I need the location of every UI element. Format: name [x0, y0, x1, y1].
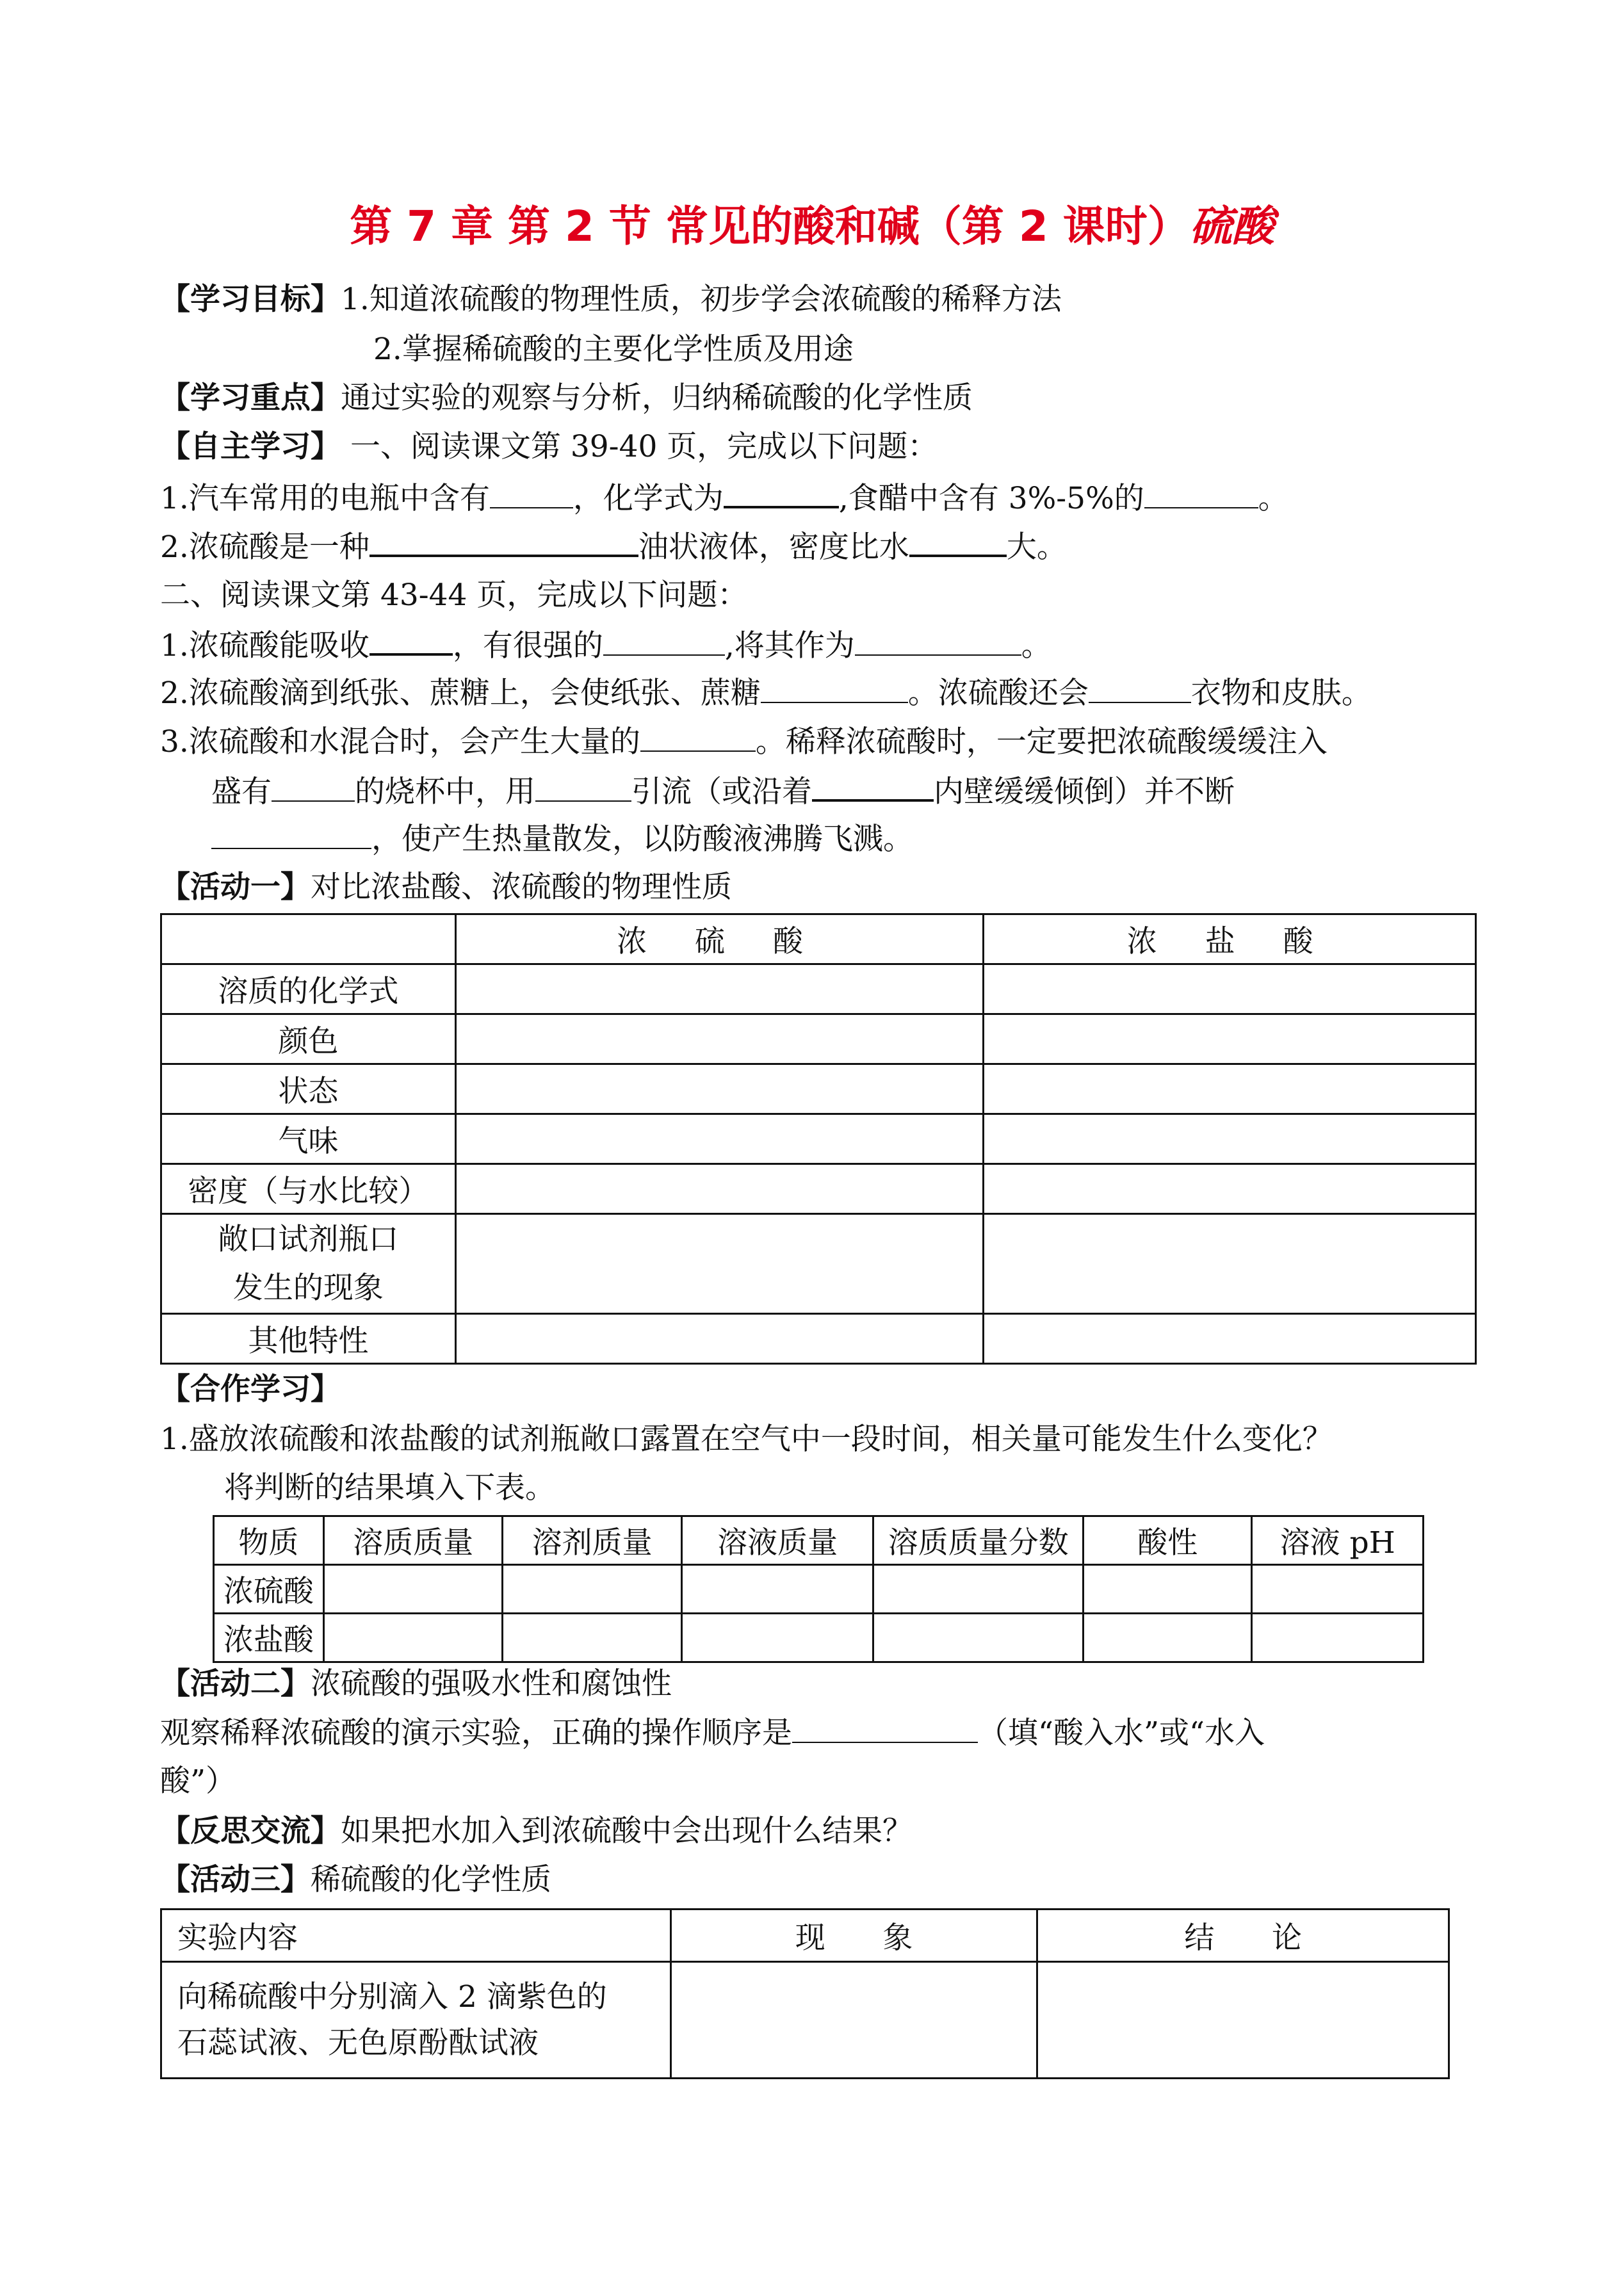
- answer-cell[interactable]: [873, 1614, 1084, 1662]
- header-cell: 物质: [214, 1516, 324, 1565]
- row-label: 浓硫酸: [214, 1565, 324, 1614]
- header-hydrochloric: 浓 盐 酸: [984, 914, 1476, 964]
- answer-cell[interactable]: [670, 1962, 1037, 2079]
- row-label-line-1: 敞口试剂瓶口: [218, 1221, 399, 1257]
- activity2-heading: [160, 1665, 672, 1703]
- q2-blank-1[interactable]: [369, 526, 638, 557]
- answer-cell[interactable]: [1084, 1565, 1252, 1614]
- q2-text-a: 2.浓硫酸是一种: [160, 530, 369, 565]
- p1-blank-2[interactable]: [603, 626, 725, 656]
- p3-text-c: 盛有: [211, 774, 272, 809]
- answer-cell[interactable]: [455, 1014, 984, 1064]
- coop-q1-text: 1.盛放浓硫酸和浓盐酸的试剂瓶敞口露置在空气中一段时间，相关量可能发生什么变化？: [160, 1422, 1333, 1457]
- coop-question-1: [160, 1420, 1333, 1459]
- row-label: 气味: [161, 1114, 456, 1164]
- header-cell: 溶液 pH: [1252, 1516, 1424, 1565]
- q1-blank-2[interactable]: [724, 478, 839, 508]
- part2-question-1: [160, 625, 1052, 665]
- header-experiment: 实验内容: [161, 1910, 671, 1962]
- key-points-text: 通过实验的观察与分析，归纳稀硫酸的化学性质: [341, 380, 973, 416]
- p1-blank-1[interactable]: [369, 625, 453, 656]
- order-blank[interactable]: [792, 1714, 978, 1743]
- row-label: 状态: [161, 1064, 456, 1114]
- answer-cell[interactable]: [455, 1214, 984, 1314]
- exposure-change-table: [213, 1515, 1424, 1663]
- answer-cell[interactable]: [455, 1314, 984, 1364]
- p1-blank-3[interactable]: [855, 626, 1021, 656]
- table-row: [161, 1314, 1476, 1364]
- answer-cell[interactable]: [323, 1565, 503, 1614]
- obs-text-c: 酸”）: [160, 1764, 236, 1799]
- self-study-label: 【自主学习】: [160, 429, 341, 464]
- table-header-row: [161, 914, 1476, 964]
- answer-cell[interactable]: [681, 1614, 873, 1662]
- answer-cell[interactable]: [455, 1114, 984, 1164]
- coop-label: 【合作学习】: [160, 1372, 341, 1407]
- coop-question-1-cont: [224, 1469, 555, 1507]
- obs-text-b: （填“酸入水”或“水入: [978, 1715, 1265, 1751]
- p3-text-b: 。稀释浓硫酸时，一定要把浓硫酸缓缓注入: [755, 724, 1328, 759]
- activity3-label: 【活动三】: [160, 1862, 311, 1897]
- header-sulfuric: 浓 硫 酸: [455, 914, 984, 964]
- p1-text-c: ,将其作为: [724, 628, 855, 663]
- self-study-intro: 一、阅读课文第 39-40 页，完成以下问题：: [341, 429, 938, 464]
- q1-text-a: 1.汽车常用的电瓶中含有: [160, 481, 490, 516]
- header-cell: 酸性: [1084, 1516, 1252, 1565]
- table-header-row: [161, 1910, 1449, 1962]
- answer-cell[interactable]: [984, 1114, 1476, 1164]
- p1-text-d: 。: [1021, 628, 1052, 663]
- q1-text-c: ,食醋中含有 3%-5%的: [838, 481, 1144, 516]
- table-row: [161, 1164, 1476, 1214]
- table-row: [161, 1064, 1476, 1114]
- row-label: 密度（与水比较）: [161, 1164, 456, 1214]
- p1-text-b: ，有很强的: [452, 628, 603, 663]
- activity2-observation: [160, 1714, 1265, 1753]
- table-row: [214, 1565, 1424, 1614]
- answer-cell[interactable]: [455, 964, 984, 1014]
- part2-question-3: [160, 722, 1328, 761]
- part-two-heading: [160, 576, 747, 615]
- experiment-line-1: 向稀硫酸中分别滴入 2 滴紫色的: [177, 1979, 607, 2015]
- q1-blank-1[interactable]: [490, 479, 573, 508]
- key-points-line: [160, 379, 973, 418]
- activity2-label: 【活动二】: [160, 1666, 311, 1701]
- p3-blank-2[interactable]: [272, 772, 355, 802]
- reflection-text: 如果把水加入到浓硫酸中会出现什么结果？: [341, 1813, 913, 1849]
- answer-cell[interactable]: [984, 1214, 1476, 1314]
- table-row: [161, 964, 1476, 1014]
- activity3-heading: [160, 1861, 551, 1899]
- answer-cell[interactable]: [681, 1565, 873, 1614]
- activity3-text: 稀硫酸的化学性质: [311, 1862, 551, 1897]
- answer-cell[interactable]: [984, 1064, 1476, 1114]
- row-label: 其他特性: [161, 1314, 456, 1364]
- coop-q1b-text: 将判断的结果填入下表。: [224, 1470, 555, 1505]
- part2-question-3-cont: [211, 771, 1235, 811]
- question-1: [160, 478, 1288, 518]
- row-label: 浓盐酸: [214, 1614, 324, 1662]
- header-conclusion: 结 论: [1037, 1910, 1449, 1962]
- p2-blank-2[interactable]: [1089, 674, 1191, 703]
- row-label: 溶质的化学式: [161, 964, 456, 1014]
- p1-text-a: 1.浓硫酸能吸收: [160, 628, 369, 663]
- header-phenomenon: 现 象: [670, 1910, 1037, 1962]
- self-study-line: [160, 428, 938, 466]
- q1-text-d: 。: [1258, 481, 1288, 516]
- q1-text-b: ，化学式为: [572, 481, 724, 516]
- table-row: [161, 1962, 1449, 2079]
- objective-1: 1.知道浓硫酸的物理性质，初步学会浓硫酸的稀释方法: [341, 282, 1062, 317]
- p3-blank-5[interactable]: [211, 820, 371, 849]
- activity1-label: 【活动一】: [160, 870, 311, 905]
- q2-text-c: 大。: [1006, 530, 1067, 565]
- answer-cell[interactable]: [984, 1164, 1476, 1214]
- activity1-text: 对比浓盐酸、浓硫酸的物理性质: [311, 870, 732, 905]
- row-label-line-2: 发生的现象: [232, 1270, 384, 1306]
- table-row: [161, 1214, 1476, 1314]
- header-cell: 溶液质量: [681, 1516, 873, 1565]
- answer-cell[interactable]: [455, 1064, 984, 1114]
- chemical-properties-table: [160, 1908, 1450, 2079]
- page-title: [0, 192, 1624, 253]
- physical-properties-table: [160, 913, 1477, 1365]
- p2-blank-1[interactable]: [761, 674, 908, 703]
- title-main: 第 7 章 第 2 节 常见的酸和碱（第 2 课时）: [350, 202, 1190, 251]
- part-two-text: 二、阅读课文第 43-44 页，完成以下问题：: [160, 578, 748, 613]
- objectives-line-1: [160, 280, 1062, 319]
- objectives-line-2: [373, 330, 854, 369]
- p3-blank-3[interactable]: [535, 772, 631, 802]
- answer-cell[interactable]: [1084, 1614, 1252, 1662]
- header-cell: 溶剂质量: [503, 1516, 682, 1565]
- p3-blank-1[interactable]: [640, 722, 756, 752]
- objectives-label: 【学习目标】: [160, 282, 341, 317]
- part2-question-2: [160, 674, 1372, 713]
- answer-cell[interactable]: [455, 1164, 984, 1214]
- objective-2: 2.掌握稀硫酸的主要化学性质及用途: [373, 332, 854, 367]
- table-row: [161, 1114, 1476, 1164]
- q2-blank-2[interactable]: [909, 526, 1007, 557]
- answer-cell[interactable]: [503, 1565, 682, 1614]
- answer-cell[interactable]: [503, 1614, 682, 1662]
- header-cell: 溶质质量: [323, 1516, 503, 1565]
- activity1-heading: [160, 868, 732, 907]
- table-header-row: [214, 1516, 1424, 1565]
- activity2-text: 浓硫酸的强吸水性和腐蚀性: [311, 1666, 672, 1701]
- answer-cell[interactable]: [984, 964, 1476, 1014]
- p2-text-c: 衣物和皮肤。: [1190, 676, 1372, 711]
- table-row: [161, 1014, 1476, 1064]
- q2-text-b: 油状液体，密度比水: [638, 530, 909, 565]
- part2-question-3-end: [211, 820, 913, 859]
- coop-heading: [160, 1370, 341, 1409]
- row-label: [161, 1214, 456, 1314]
- answer-cell[interactable]: [323, 1614, 503, 1662]
- key-points-label: 【学习重点】: [160, 380, 341, 416]
- answer-cell[interactable]: [873, 1565, 1084, 1614]
- p3-text-a: 3.浓硫酸和水混合时，会产生大量的: [160, 724, 640, 759]
- q1-blank-3[interactable]: [1144, 479, 1258, 508]
- header-cell: 溶质质量分数: [873, 1516, 1084, 1565]
- reflection-label: 【反思交流】: [160, 1813, 341, 1849]
- answer-cell[interactable]: [1037, 1962, 1449, 2079]
- p3-text-d: 的烧杯中，用: [355, 774, 535, 809]
- question-2: [160, 526, 1067, 567]
- p3-text-f: 内壁缓缓倾倒）并不断: [934, 774, 1235, 809]
- header-empty: [161, 914, 456, 964]
- row-label: 颜色: [161, 1014, 456, 1064]
- reflection-line: [160, 1812, 913, 1851]
- answer-cell[interactable]: [984, 1014, 1476, 1064]
- obs-text-a: 观察稀释浓硫酸的演示实验，正确的操作顺序是: [160, 1715, 792, 1751]
- p3-text-g: ，使产生热量散发，以防酸液沸腾飞溅。: [371, 822, 913, 857]
- answer-cell[interactable]: [1252, 1565, 1424, 1614]
- table-row: [214, 1614, 1424, 1662]
- answer-cell[interactable]: [1252, 1614, 1424, 1662]
- answer-cell[interactable]: [984, 1314, 1476, 1364]
- title-italic: 硫酸: [1189, 202, 1274, 251]
- experiment-content: [161, 1962, 671, 2079]
- p2-text-a: 2.浓硫酸滴到纸张、蔗糖上，会使纸张、蔗糖: [160, 676, 761, 711]
- p3-blank-4[interactable]: [812, 771, 934, 802]
- experiment-line-2: 石蕊试液、无色原酚酞试液: [177, 2025, 539, 2061]
- p3-text-e: 引流（或沿着: [631, 774, 812, 809]
- p2-text-b: 。浓硫酸还会: [907, 676, 1089, 711]
- activity2-observation-end: [160, 1762, 236, 1801]
